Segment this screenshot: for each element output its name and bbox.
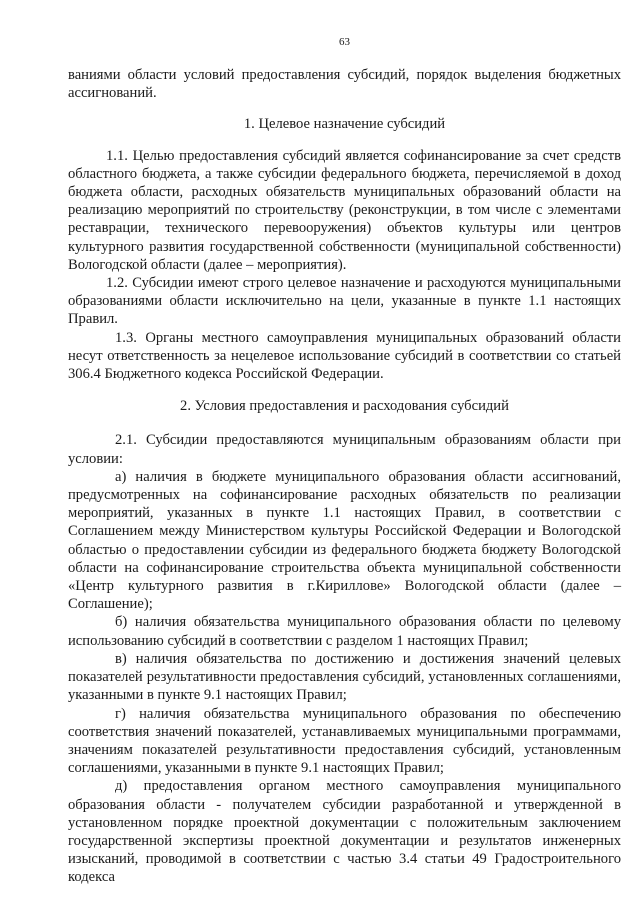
paragraph-2-1: 2.1. Субсидии предоставляются муниципальным образованиям области при условии: xyxy=(68,432,621,467)
page-number: 63 xyxy=(339,36,350,48)
subparagraph-g: г) наличия обязательства муниципального образования по обеспечению соответствия значений показателей, устанавливаемых муниципальными программами, значениям показателей результативности предоставления субсидий, установленным соглашениями, указанными в пункте 9.1 настоящих Правил; xyxy=(68,705,621,777)
subparagraph-d: д) предоставления органом местного самоуправления муниципального образования области - получателем субсидии разработанной и утвержденной в установленном порядке проектной документации с положительным заключением государственной экспертизы проектной документации и результатов инженерных изысканий, проводимой в соответствии с частью 3.4 статьи 49 Градостроительного кодекса xyxy=(68,778,621,886)
intro-paragraph: ваниями области условий предоставления субсидий, порядок выделения бюджетных ассигнований. xyxy=(68,67,621,102)
paragraph-1-3: 1.3. Органы местного самоуправления муниципальных образований области несут ответственность за нецелевое использование субсидий в соответствии со статьей 306.4 Бюджетного кодекса Российской Федерации. xyxy=(68,329,621,383)
subparagraph-b: б) наличия обязательства муниципального образования области по целевому использованию субсидий в соответствии с разделом 1 настоящих Правил; xyxy=(68,614,621,649)
subparagraph-v: в) наличия обязательства по достижению и достижения значений целевых показателей результативности предоставления субсидий, установленных соглашениями, указанными в пункте 9.1 настоящих Правил; xyxy=(68,650,621,704)
subparagraph-a: а) наличия в бюджете муниципального образования области ассигнований, предусмотренных на софинансирование расходных обязательств по реализации мероприятий, указанных в пункте 1.1 настоящих Правил, в соответствии с Соглашением между Министерством культуры Российской Федерации и Вологодской областью о предоставлении субсидии из федерального бюджета бюджету Вологодской области на софинансирование строительства объекта муниципальной собственности «Центр культурного развития в г.Кириллове» Вологодской области (далее – Соглашение); xyxy=(68,468,621,613)
section-2-heading: 2. Условия предоставления и расходования субсидий xyxy=(180,398,509,415)
section-1-heading: 1. Целевое назначение субсидий xyxy=(243,116,446,133)
document-body xyxy=(68,66,621,887)
paragraph-1-2: 1.2. Субсидии имеют строго целевое назначение и расходуются муниципальными образованиями области исключительно на цели, указанные в пункте 1.1 настоящих Правил. xyxy=(68,275,621,328)
paragraph-1-1: 1.1. Целью предоставления субсидий является софинансирование за счет средств областного бюджета, а также субсидии федерального бюджета, перечисляемой в доход бюджета области, расходных обязательств муниципальных образований области на реализацию мероприятий по строительству (реконструкции, в том числе с элементами реставрации, технического перевооружения) объектов культуры или центров культурного развития государственной собственности (муниципальной собственности) Вологодской области (далее – мероприятия). xyxy=(68,147,621,273)
